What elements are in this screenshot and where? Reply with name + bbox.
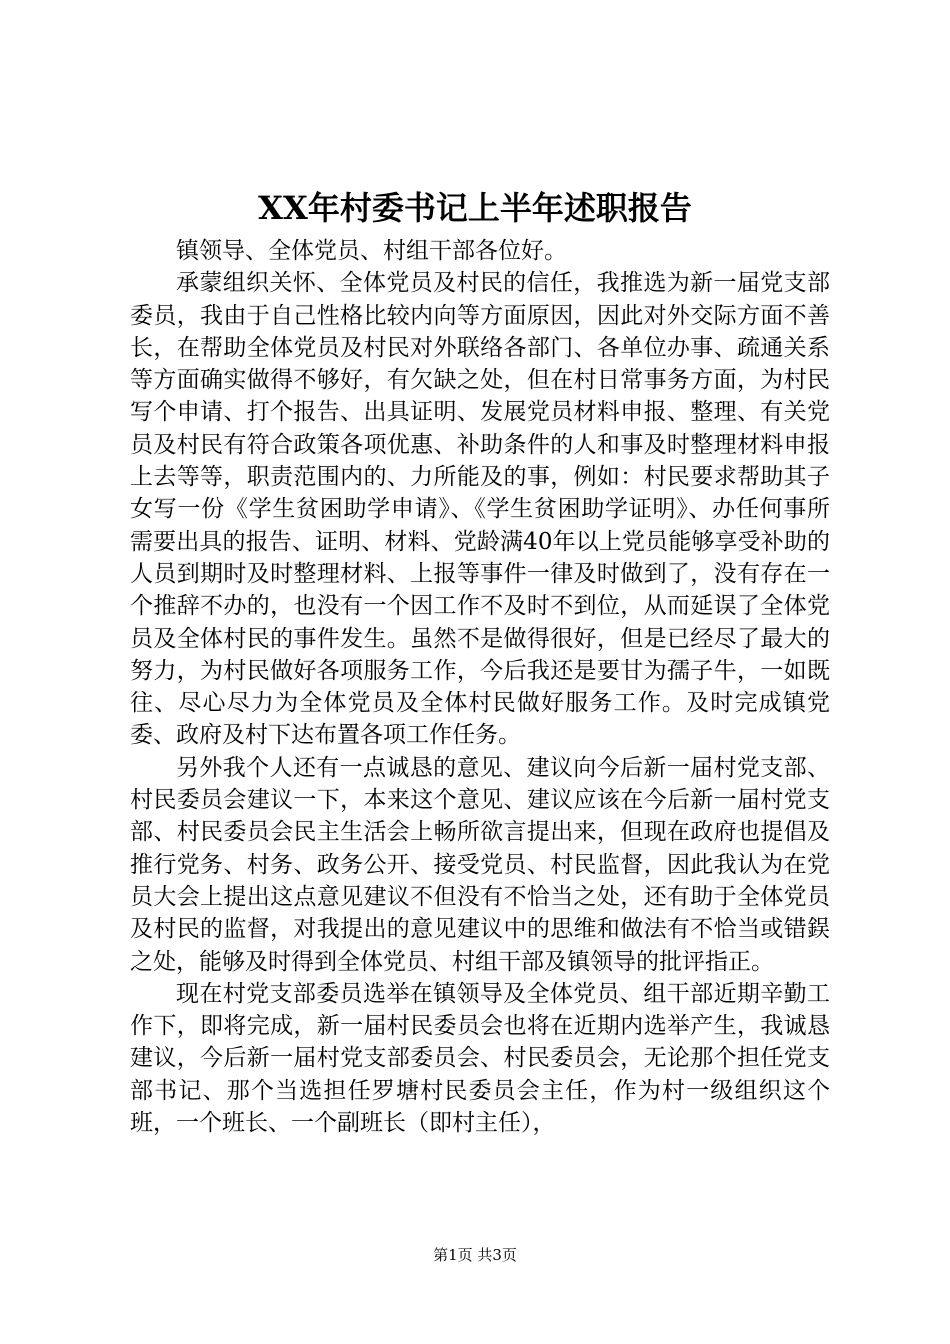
document-body [130,235,830,1139]
page-number-footer: 第1页 共3页 [433,1246,517,1264]
paragraph-greeting: 镇领导、全体党员、村组干部各位好。 [176,238,567,264]
paragraph-suggestions: 另外我个人还有一点诚恳的意见、建议向今后新一届村党支部、村民委员会建议一下，本来这个意见、建议应该在今后新一届村党支部、村民委员会民主生活会上畅所欲言提出来，但现在政府也提倡及推行党务、村务、政务公开、接受党员、村民监督，因此我认为在党员大会上提出这点意见建议不但没有不恰当之处，还有助于全体党员及村民的监督，对我提出的意见建议中的思维和做法有不恰当或错鋘之处，能够及时得到全体党员、村组干部及镇领导的批评指正。 [130,754,830,975]
paragraph-work-summary: 承蒙组织关怀、全体党员及村民的信任，我推选为新一届党支部委员，我由于自己性格比较内向等方面原因，因此对外交际方面不善长，在帮助全体党员及村民对外联络各部门、各单位办事、疏通关系等方面确实做得不够好，有欠缺之处，但在村日常事务方面，为村民写个申请、打个报告、出具证明、发展党员材料申报、整理、有关党员及村民有符合政策各项优惠、补助条件的人和事及时整理材料申报上去等等，职责范围内的、力所能及的事，例如：村民要求帮助其子女写一份《学生贫困助学申请》、《学生贫困助学证明》、办任何事所需要出具的报告、证明、材料、党龄满40年以上党员能够享受补助的人员到期时及时整理材料、上报等事件一律及时做到了，没有存在一个推辞不办的，也没有一个因工作不及时不到位，从而延误了全体党员及全体村民的事件发生。虽然不是做得很好，但是已经尽了最大的努力，为村民做好各项服务工作，今后我还是要甘为孺子牛，一如既往、尽心尽力为全体党员及全体村民做好服务工作。及时完成镇党委、政府及村下达布置各项工作任务。 [130,270,830,749]
paragraph-election: 现在村党支部委员选举在镇领导及全体党员、组干部近期辛勤工作下，即将完成，新一届村民委员会也将在近期内选举产生，我诚恳建议，今后新一届村党支部委员会、村民委员会，无论那个担任党支部书记、那个当选担任罗塘村民委员会主任，作为村一级组织这个班，一个班长、一个副班长（即村主任）， [130,980,830,1137]
document-title: XX年村委书记上半年述职报告 [258,189,692,227]
